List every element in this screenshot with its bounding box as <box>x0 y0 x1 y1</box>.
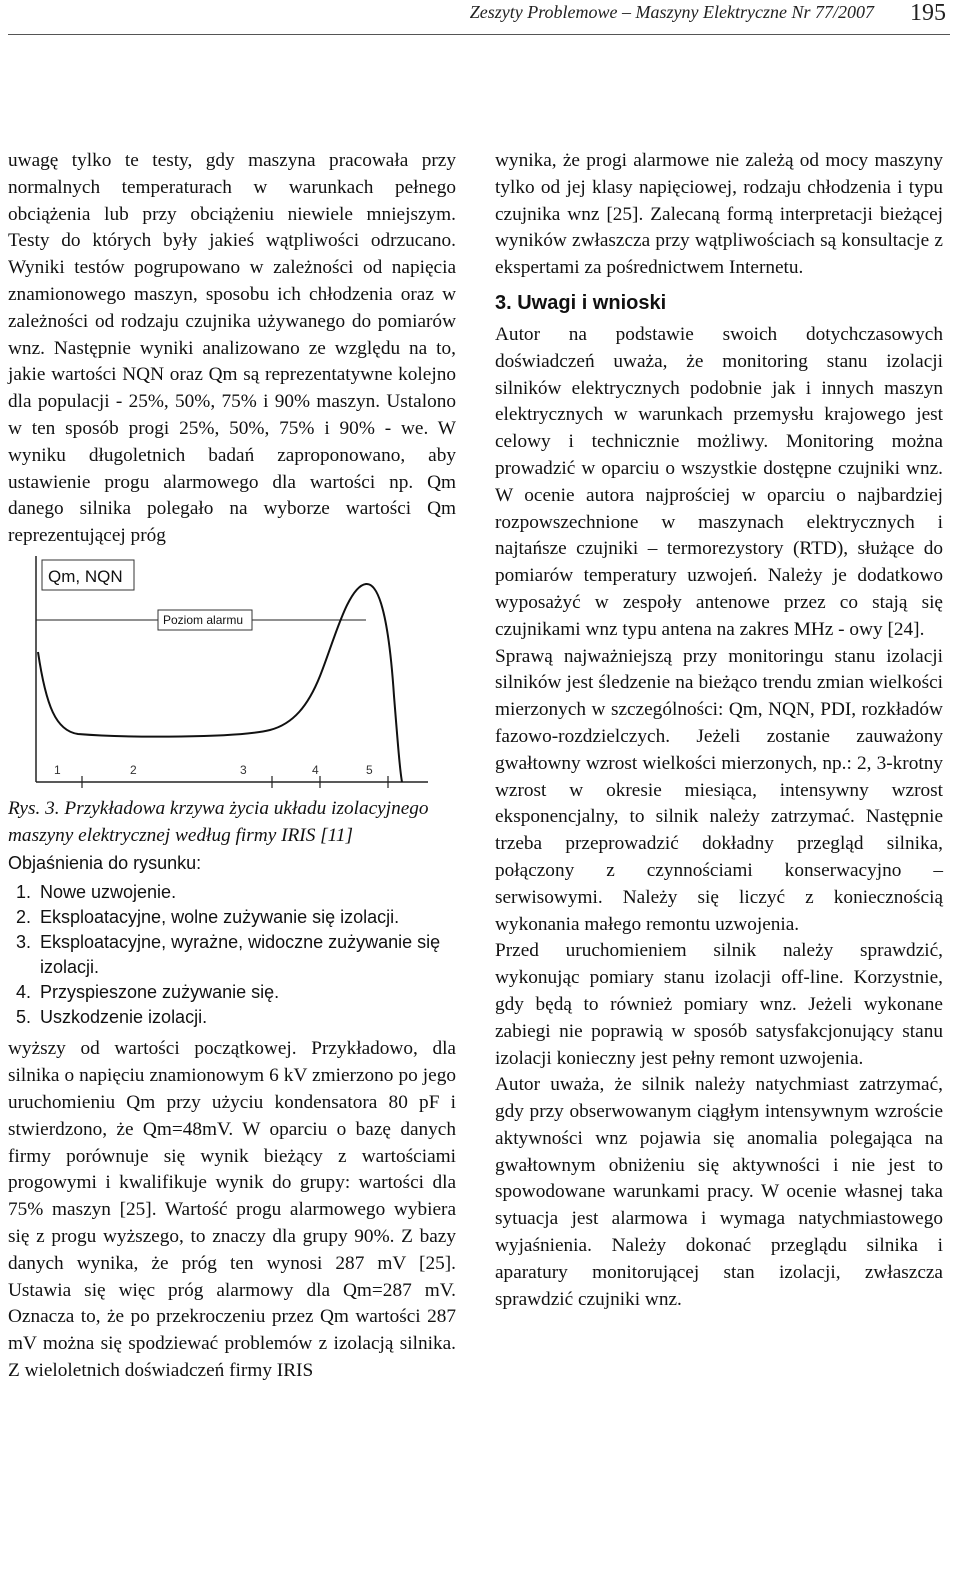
explain-item: 1. Nowe uzwojenie. <box>36 880 456 905</box>
right-paragraph-3: Sprawą najważniejszą przy monitoringu stanu izolacji silników jest śledzenie na bieżąco trendu zmian wielkości mierzonych w szczególności: Qm, NQN, PDI, rozkładów fazowo-rozdzielczych. Jeżeli zostanie zauważony gwałtowny wzrost wielkości mierzonych, np.: 2, 3-krotny wzrost w okresie miesiąca, intensywny wzrost eksponencjalny, to silnik należy zatrzymać. Następnie trzeba przeprowadzić dokładny przegląd silnika, połączony z czynnościami konserwacyjno – serwisowymi. Należy się liczyć z koniecznością wykonania małego remontu uzwojenia. <box>495 645 943 935</box>
section-title: 3. Uwagi i wnioski <box>495 291 667 314</box>
ylabel-text: Qm, NQN <box>48 566 123 586</box>
explain-item: 3. Eksploatacyjne, wyrażne, widoczne zużywanie się izolacji. <box>36 930 456 980</box>
phase-label-3: 3 <box>240 762 247 777</box>
life-curve-chart <box>8 556 456 796</box>
figure-caption: Rys. 3. Przykładowa krzywa życia układu izolacyjnego maszyny elektrycznej według firmy IRIS [11] <box>8 797 429 846</box>
page-number: 195 <box>910 0 946 26</box>
alarm-label: Poziom alarmu <box>163 612 244 627</box>
header-rule <box>8 34 950 35</box>
left-column <box>8 148 456 1385</box>
right-paragraph-4: Przed uruchomieniem silnik należy sprawdzić, wykonując pomiary stanu izolacji off-line. Korzystnie, gdy będą to również pomiary wnz. Jeżeli wykonane zabiegi nie poprawią w sposób satysfakcjonujący stanu izolacji konieczny jest pełny remont uzwojenia. <box>495 940 943 1069</box>
right-column <box>495 148 943 1313</box>
explain-title: Objaśnienia do rysunku: <box>8 852 202 873</box>
phase-label-2: 2 <box>130 762 137 777</box>
left-paragraph-2: wyższy od wartości początkowej. Przykładowo, dla silnika o napięciu znamionowym 6 kV zmierzono po jego uruchomieniu Qm przy użyciu kondensatora 80 pF i stwierdzono, że Qm=48mV. W oparciu o bazę danych firmy porównuje się wynik bieżący z wartościami progowymi i kwalifikuje wynik do grupy: wartości dla 75% maszyn [25]. Wartość progu alarmowego wybiera się z progu wyższego, to znaczy dla grupy 90%. Z bazy danych wynika, że próg ten wynosi 287 mV [25]. Ustawia się więc próg alarmowy dla Qm=287 mV. Oznacza to, że po przekroczeniu przez Qm wartości 287 mV można się spodziewać problemów z izolacją silnika. Z wieloletnich doświadczeń firmy IRIS <box>8 1038 456 1381</box>
left-paragraph-1: uwagę tylko te testy, gdy maszyna pracowała przy normalnych temperaturach w warunkach pełnego obciążenia lub przy obciążeniu niewiele mniejszym. Testy do których były jakieś wątpliwości odrzucano. Wyniki testów pogrupowano w zależności od napięcia znamionowego maszyn, sposobu ich chłodzenia oraz w zależności od rodzaju czujnika używanego do pomiarów wnz. Następnie wyniki analizowano ze względu na to, jakie wartości NQN oraz Qm są reprezentatywne kolejno dla populacji - 25%, 50%, 75% i 90% maszyn. Ustalono w ten sposób progi 25%, 50%, 75% i 90% - we. W wyniku długoletnich badań zaproponowano, aby ustawienie progu alarmowego dla wartości np. Qm danego silnika polegało na wyborze wartości Qm reprezentującej próg <box>8 150 456 547</box>
explain-item: 4. Przyspieszone zużywanie się. <box>36 980 456 1005</box>
explain-item: 2. Eksploatacyjne, wolne zużywanie się izolacji. <box>36 905 456 930</box>
right-paragraph-2: Autor na podstawie swoich dotychczasowych doświadczeń uważa, że monitoring stanu izolacji silników elektrycznych podobnie jak i innych maszyn elektrycznych w warunkach przemysłu krajowego jest celowy i technicznie możliwy. Monitoring można prowadzić w oparciu o wszystkie dostępne czujniki wnz. W ocenie autora najprościej w oparciu o najbardziej rozpowszechnione w maszynach elektrycznych i najtańsze czujniki – termorezystory (RTD), służące do pomiarów temperatury uzwojeń. Należy je dodatkowo wyposażyć w zespoły antenowe przez co stają się czujnikami wnz typu antena na zakres MHz - owy [24]. <box>495 323 943 640</box>
explain-list <box>8 880 456 1030</box>
phase-label-1: 1 <box>54 762 61 777</box>
phase-label-4: 4 <box>312 762 319 777</box>
phase-label-5: 5 <box>366 762 373 777</box>
right-paragraph-5: Autor uważa, że silnik należy natychmiast zatrzymać, gdy przy obserwowanym ciągłym intensywnym wzroście aktywności wnz pojawia się anomalia polegająca na gwałtownym obniżeniu się aktywności i nie jest to spowodowane warunkami pracy. W ocenie własnej taka sytuacja jest alarmowa i wymaga natychmiastowego wyjaśnienia. Należy dokonać przeglądu silnika i aparatury monitorującej stan izolacji, zwłaszcza sprawdzić czujniki wnz. <box>495 1074 943 1310</box>
journal-title: Zeszyty Problemowe – Maszyny Elektryczne Nr 77/2007 <box>469 2 874 22</box>
life-curve-figure <box>8 556 456 796</box>
explain-item: 5. Uszkodzenie izolacji. <box>36 1005 456 1030</box>
right-paragraph-1: wynika, że progi alarmowe nie zależą od mocy maszyny tylko od jej klasy napięciowej, rodzaju chłodzenia i typu czujnika wnz [25]. Zalecaną formą interpretacji bieżącej wyników zwłaszcza przy wątpliwościach są konsultacje z ekspertami za pośrednictwem Internetu. <box>495 150 943 279</box>
page-header <box>0 0 960 40</box>
